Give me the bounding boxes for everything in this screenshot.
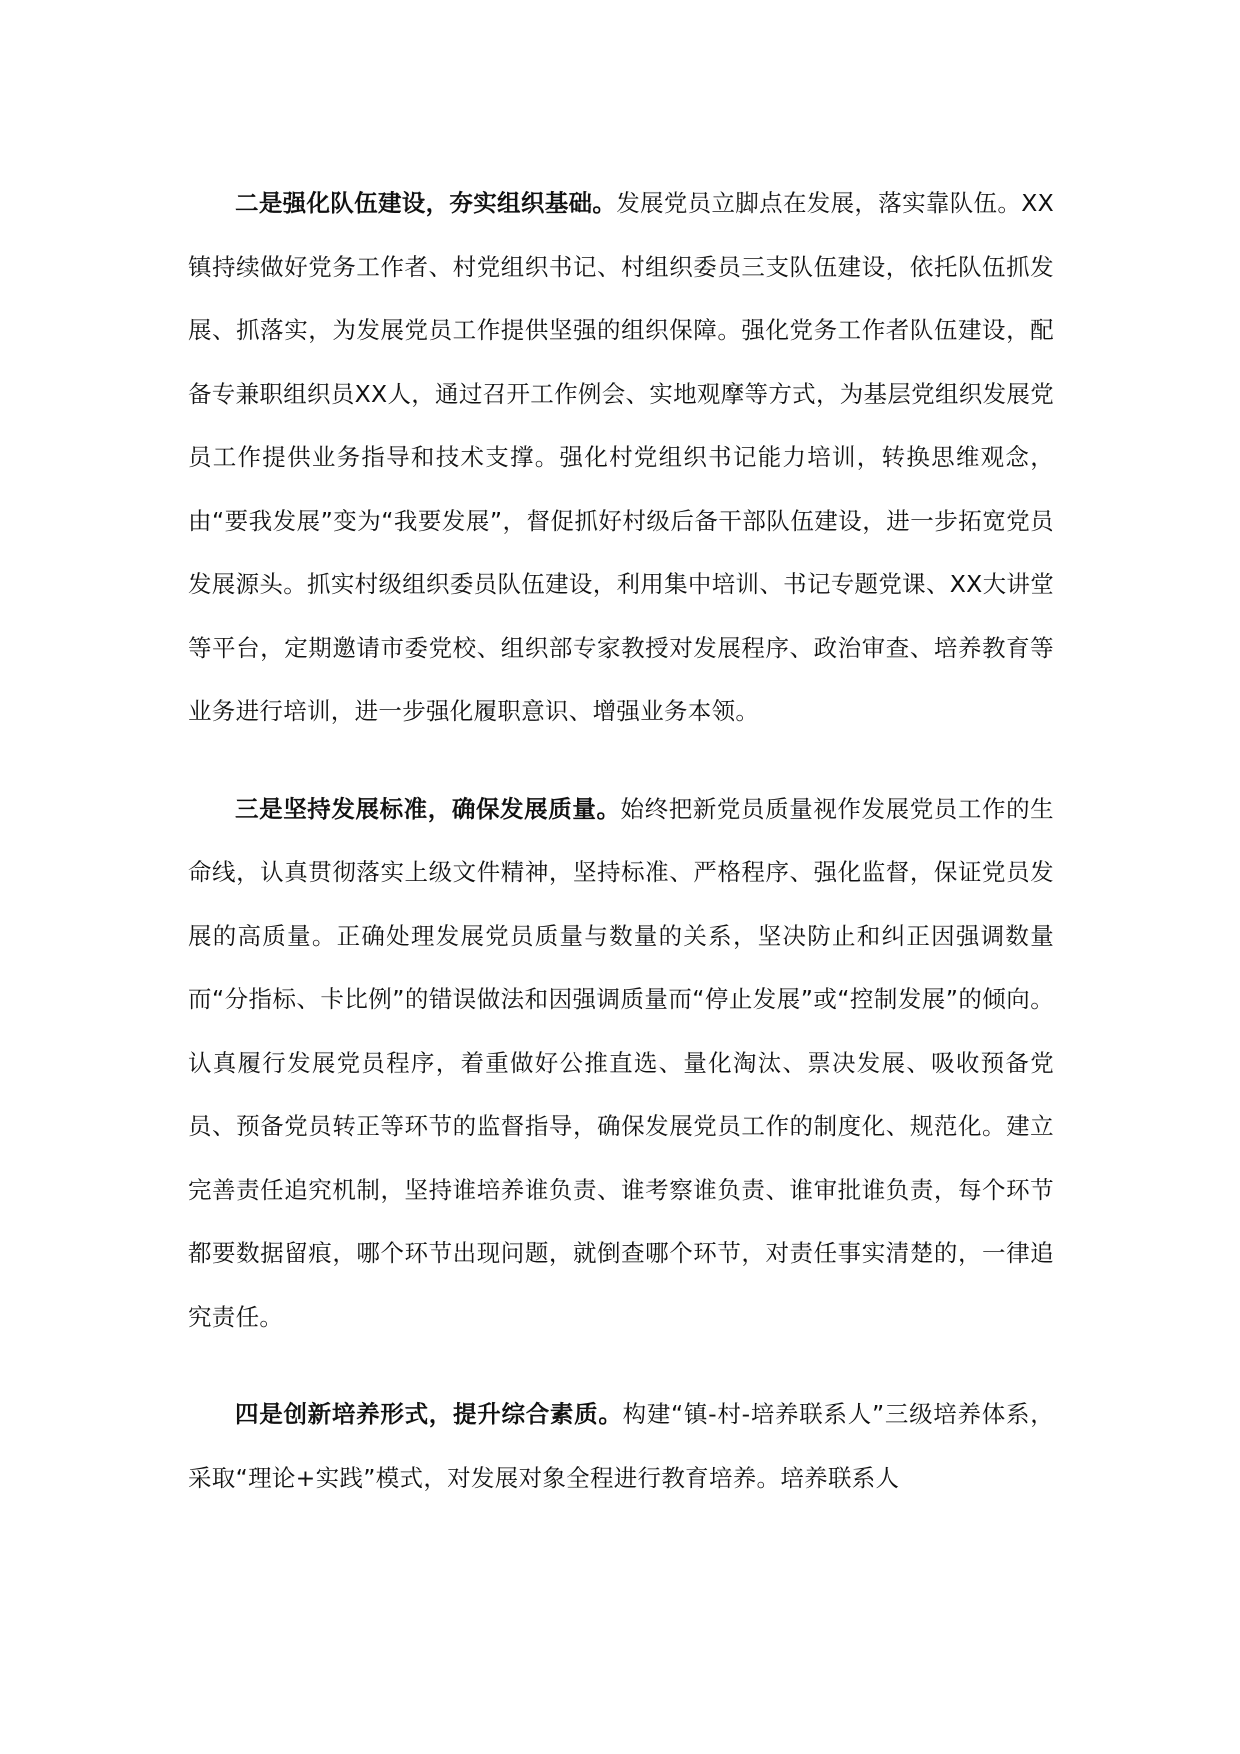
paragraph-body: 构建“镇-村-培养联系人”三级培养体系，采取“理论+实践”模式，对发展对象全程进行教育培养。培养联系人 [188,1400,1054,1492]
paragraph-body: 始终把新党员质量视作发展党员工作的生命线，认真贯彻落实上级文件精神，坚持标准、严格程序、强化监督，保证党员发展的高质量。正确处理发展党员质量与数量的关系，坚决防止和纠正因强调数量而“分指标、卡比例”的错误做法和因强调质量而“停止发展”或“控制发展”的倾向。认真履行发展党员程序，着重做好公推直选、量化淘汰、票决发展、吸收预备党员、预备党员转正等环节的监督指导，确保发展党员工作的制度化、规范化。建立完善责任追究机制，坚持谁培养谁负责、谁考察谁负责、谁审批谁负责，每个环节都要数据留痕，哪个环节出现问题，就倒查哪个环节，对责任事实清楚的，一律追究责任。 [188,794,1054,1331]
document-page [188,172,1054,1510]
paragraph-lead: 三是坚持发展标准，确保发展质量。 [235,794,621,823]
paragraph-training-forms [188,1383,1054,1510]
paragraph-development-standards [188,778,1054,1350]
paragraph-lead: 二是强化队伍建设，夯实组织基础。 [235,189,617,217]
paragraph-team-building [188,172,1054,744]
paragraph-lead: 四是创新培养形式，提升综合素质。 [235,1400,623,1428]
paragraph-body: 发展党员立脚点在发展，落实靠队伍。XX镇持续做好党务工作者、村党组织书记、村组织委员三支队伍建设，依托队伍抓发展、抓落实，为发展党员工作提供坚强的组织保障。强化党务工作者队伍建设，配备专兼职组织员XX人，通过召开工作例会、实地观摩等方式，为基层党组织发展党员工作提供业务指导和技术支撑。强化村党组织书记能力培训，转换思维观念，由“要我发展”变为“我要发展”，督促抓好村级后备干部队伍建设，进一步拓宽党员发展源头。抓实村级组织委员队伍建设，利用集中培训、书记专题党课、XX大讲堂等平台，定期邀请市委党校、组织部专家教授对发展程序、政治审查、培养教育等业务进行培训，进一步强化履职意识、增强业务本领。 [188,189,1054,725]
